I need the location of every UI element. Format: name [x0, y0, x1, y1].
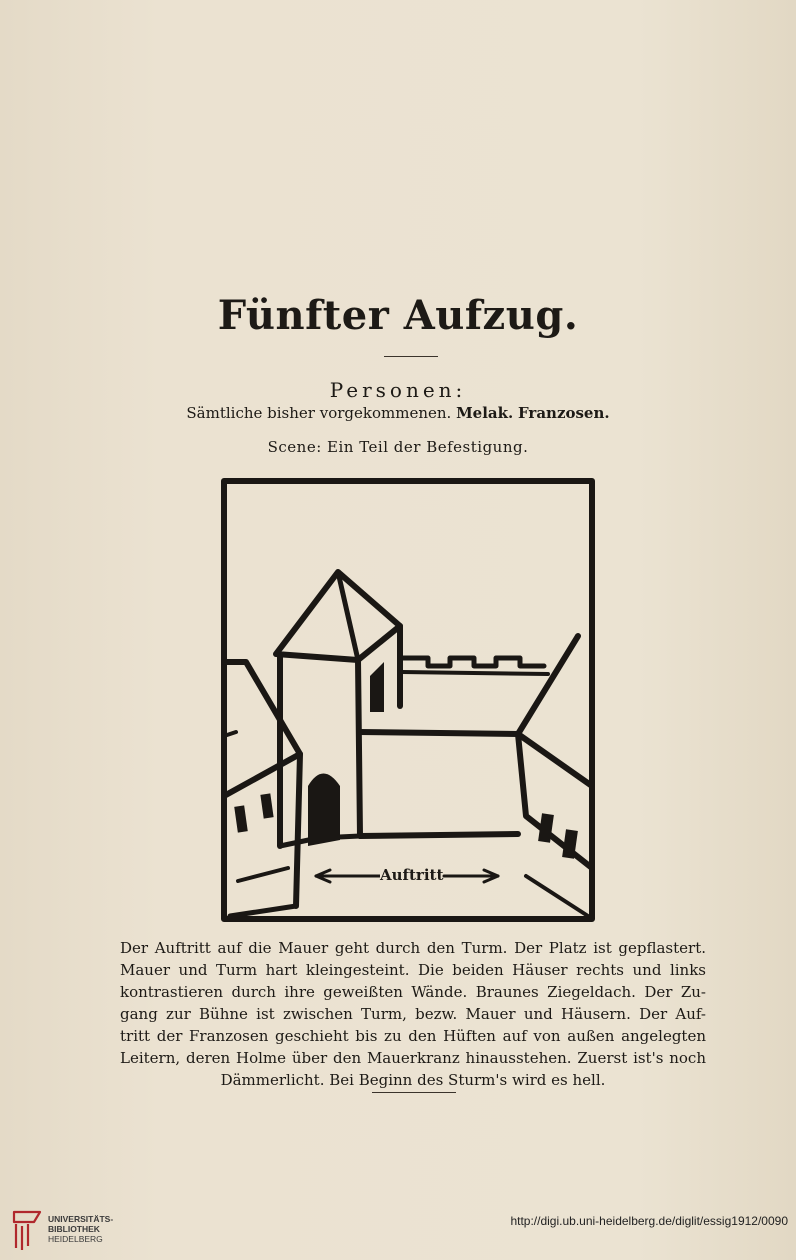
- cast-list: [0, 404, 796, 422]
- logo-line-3: HEIDELBERG: [48, 1234, 103, 1244]
- auftritt-label: Auftritt: [380, 866, 444, 884]
- text-line: Leitern, deren Holme über den Mauerkranz hinausstehen. Zuerst ist's noch: [120, 1049, 706, 1067]
- house-right: [518, 636, 592, 868]
- text-line: Der Auftritt auf die Mauer geht durch den Turm. Der Platz ist gepflastert.: [120, 939, 706, 957]
- stage-illustration: [218, 476, 598, 926]
- cast-melak: Melak.: [456, 404, 514, 422]
- divider-bottom: [372, 1092, 456, 1093]
- scene-line: Scene: Ein Teil der Befestigung.: [267, 438, 529, 456]
- cast-franzosen: Franzosen.: [518, 404, 610, 422]
- text-line: Mauer und Turm hart kleingesteint. Die beiden Häuser rechts und links: [120, 961, 706, 979]
- logo-line-2: BIBLIOTHEK: [48, 1224, 100, 1234]
- personen-heading: Personen:: [329, 378, 467, 402]
- stage-directions: [120, 937, 706, 1091]
- cast-prefix: Sämtliche bisher vorgekommenen.: [186, 404, 452, 422]
- tower-roof: [276, 572, 400, 660]
- library-name: [48, 1214, 113, 1244]
- battlements: [402, 658, 544, 666]
- text-line: gang zur Bühne ist zwischen Turm, bezw. Mauer und Häusern. Der Auf-: [120, 1005, 706, 1023]
- text-line: tritt der Franzosen geschieht bis zu den Hüften auf von außen angelegten: [120, 1027, 706, 1045]
- source-url[interactable]: http://digi.ub.uni-heidelberg.de/diglit/essig1912/0090: [510, 1214, 788, 1228]
- text-line: kontrastieren durch ihre geweißten Wände. Braunes Ziegeldach. Der Zu-: [120, 983, 706, 1001]
- tower-door: [308, 774, 340, 847]
- page-title: Fünfter Aufzug.: [217, 292, 579, 339]
- tower-window: [370, 662, 384, 712]
- logo-line-1: UNIVERSITÄTS-: [48, 1214, 114, 1224]
- divider-top: [384, 356, 438, 357]
- text-line: Dämmerlicht. Bei Beginn des Sturm's wird es hell.: [220, 1071, 606, 1089]
